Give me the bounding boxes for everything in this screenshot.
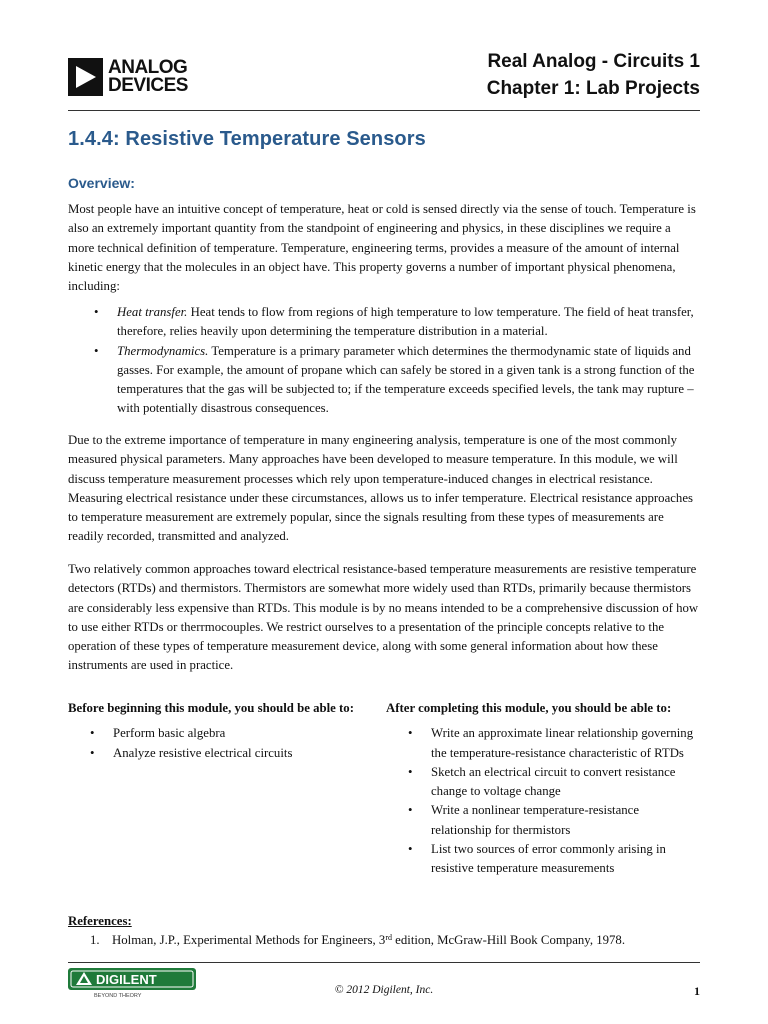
outcome-text: Write a nonlinear temperature-resistance relationship for thermistors <box>431 803 640 837</box>
prerequisites-column <box>68 699 378 763</box>
overview-heading: Overview: <box>68 175 135 191</box>
list-item <box>68 744 378 763</box>
outcomes-column <box>386 699 700 879</box>
list-item <box>68 342 700 419</box>
footer-divider <box>68 962 700 963</box>
references-heading: References: <box>68 914 132 928</box>
reference-item <box>90 931 700 950</box>
document-header-title <box>487 48 700 102</box>
reference-text-part-1: Holman, J.P., Experimental Methods for Engineers, 3 <box>112 933 386 948</box>
bullet-icon: • <box>408 726 413 741</box>
bullet-icon: • <box>408 842 413 857</box>
brand-line-2: DEVICES <box>108 75 188 96</box>
phenomena-list <box>68 303 700 419</box>
section-title: 1.4.4: Resistive Temperature Sensors <box>68 128 426 150</box>
overview-paragraph-2 <box>68 431 700 547</box>
course-title: Real Analog - Circuits 1 <box>487 51 700 72</box>
prerequisite-text: Analyze resistive electrical circuits <box>113 745 293 760</box>
references-section <box>68 912 700 951</box>
bullet-icon: • <box>408 803 413 818</box>
list-item <box>386 801 700 840</box>
analog-devices-wordmark <box>108 59 188 95</box>
digilent-wordmark: DIGILENT <box>96 972 157 987</box>
list-item <box>68 724 378 743</box>
paragraph-text: Most people have an intuitive concept of temperature, heat or cold is sensed directly via the sense of touch. Temperature is also an extremely important quantity from the standpoint of engineering and physics, in these disciplines we require a more technical definition of temperature. Temperature, engineering terms, provides a measure of the amount of internal kinetic energy that the molecules in an object have. This property governs a number of important physical phenomena, including: <box>68 202 696 294</box>
header-divider <box>68 110 700 111</box>
analog-devices-triangle-icon <box>68 58 103 96</box>
copyright-notice: © 2012 Digilent, Inc. <box>334 984 434 996</box>
page-number: 1 <box>694 984 700 998</box>
list-item <box>386 840 700 879</box>
phenomenon-term: Thermodynamics. <box>117 343 209 358</box>
outcome-text: Write an approximate linear relationship governing the temperature-resistance characteristic of RTDs <box>431 726 694 760</box>
analog-devices-logo <box>68 58 188 96</box>
paragraph-text: Due to the extreme importance of temperature in many engineering analysis, temperature is one of the most commonly measured physical parameters. Many approaches have been developed to measure temperature. In this module, we will discuss temperature measurement processes which rely upon temperature-induced changes in electrical resistance. Measuring electrical resistance under these circumstances, allows us to infer temperature. Electrical resistance approaches to temperature measurement are extremely popular, since the signals resulting from these types of measurements are readily recorded, transmitted and analyzed. <box>68 433 693 544</box>
list-item <box>386 724 700 763</box>
bullet-icon: • <box>408 764 413 779</box>
outcome-text: List two sources of error commonly arising in resistive temperature measurements <box>431 842 666 876</box>
prerequisites-heading: Before beginning this module, you should be able to: <box>68 701 354 715</box>
list-item <box>386 763 700 802</box>
bullet-icon: • <box>90 726 95 741</box>
phenomenon-text: Heat tends to flow from regions of high temperature to low temperature. The field of heat transfer, therefore, relies heavily upon determining the temperature distribution in a material. <box>117 305 694 339</box>
overview-paragraph-1 <box>68 200 700 296</box>
phenomenon-term: Heat transfer. <box>117 305 188 319</box>
bullet-icon: • <box>94 343 99 358</box>
outcome-text: Sketch an electrical circuit to convert resistance change to voltage change <box>431 764 676 799</box>
reference-text-part-2: edition, McGraw-Hill Book Company, 1978. <box>391 933 626 948</box>
reference-superscript: rd <box>385 933 392 943</box>
chapter-title: Chapter 1: Lab Projects <box>486 78 700 99</box>
phenomenon-text: Temperature is a primary parameter which determines the thermodynamic state of liquids and gasses. For example, the amount of propane which can safely be stored in a given tank is a strong function of the temperatures that the gas will be subjected to; if the temperature exceeds specified levels, the tank may rupture – with potentially disastrous consequences. <box>117 343 695 416</box>
list-item <box>68 303 700 342</box>
paragraph-text: Two relatively common approaches toward electrical resistance-based temperature measurements are resistive temperature detectors (RTDs) and thermistors. Thermistors are somewhat more widely used than RTDs, primarily because thermistors are considerably less expensive than RTDs. This module is by no means intended to be a comprehensive discussion of how to use either RTDs or therrmocouples. We restrict ourselves to a presentation of the principle concepts relative to the operation of these types of temperature measurement device, along with some general information about how these instruments are used in practice. <box>68 562 699 673</box>
reference-number: 1. <box>90 933 100 948</box>
bullet-icon: • <box>94 305 99 319</box>
bullet-icon: • <box>90 745 95 760</box>
prerequisite-text: Perform basic algebra <box>113 726 226 741</box>
digilent-tagline: BEYOND THEORY <box>94 993 142 998</box>
overview-paragraph-3 <box>68 560 700 676</box>
outcomes-heading: After completing this module, you should be able to: <box>386 701 672 715</box>
brand-line-1: ANALOG <box>108 57 188 78</box>
